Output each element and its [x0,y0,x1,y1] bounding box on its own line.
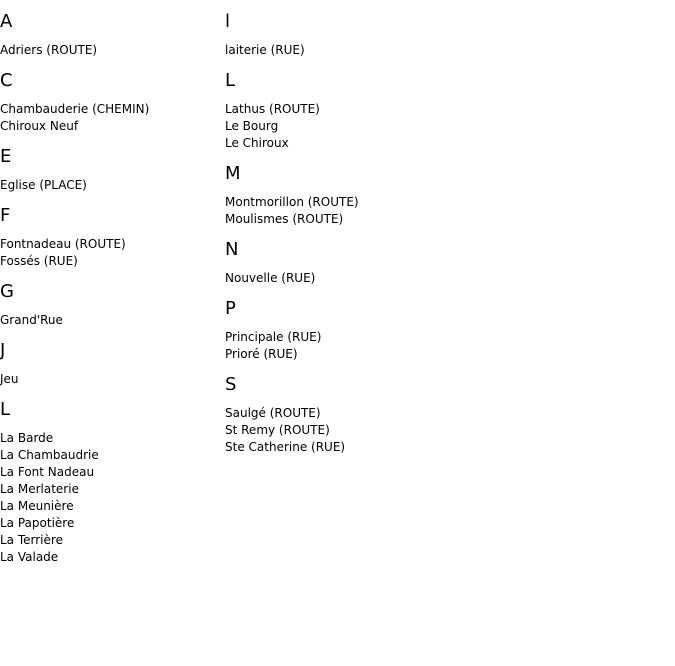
street-item-moulismes-route[interactable]: Moulismes (ROUTE) [225,212,344,226]
street-item-priore-rue[interactable]: Prioré (RUE) [225,347,298,361]
street-item-nouvelle-rue[interactable]: Nouvelle (RUE) [225,271,316,285]
letter-group-g-4 [0,281,220,329]
street-item-st-remy-route[interactable]: St Remy (ROUTE) [225,423,330,437]
street-list [225,270,525,287]
street-item-jeu[interactable]: Jeu [0,372,19,386]
street-item-chiroux-neuf[interactable]: Chiroux Neuf [0,119,79,133]
street-item-fontnadeau-route[interactable]: Fontnadeau (ROUTE) [0,237,126,251]
street-index-left-column [0,0,220,566]
street-list [0,371,220,388]
letter-heading: l [225,11,231,32]
letter-group-l-0 [225,11,525,59]
street-list [0,101,220,135]
letter-group-c-1 [0,70,220,135]
street-item-la-meuniere[interactable]: La Meunière [0,499,74,513]
letter-heading: C [0,70,13,91]
letter-group-l-6 [0,399,220,566]
letter-group-s-5 [225,374,525,456]
letter-heading: S [225,374,237,395]
street-item-ste-catherine-rue[interactable]: Ste Catherine (RUE) [225,440,346,454]
street-item-grand-rue[interactable]: Grand'Rue [0,313,63,327]
street-item-eglise-place[interactable]: Eglise (PLACE) [0,178,87,192]
street-item-la-barde[interactable]: La Barde [0,431,54,445]
letter-heading: L [225,70,236,91]
street-index-right-column [225,0,525,456]
street-item-adriers-route[interactable]: Adriers (ROUTE) [0,43,98,57]
street-list [225,101,525,152]
letter-group-j-5 [0,340,220,388]
street-list [0,312,220,329]
street-item-la-terriere[interactable]: La Terrière [0,533,63,547]
letter-group-e-2 [0,146,220,194]
street-list [0,177,220,194]
street-item-fosses-rue[interactable]: Fossés (RUE) [0,254,78,268]
street-item-la-chambaudrie[interactable]: La Chambaudrie [0,448,99,462]
street-item-la-merlaterie[interactable]: La Merlaterie [0,482,79,496]
street-item-montmorillon-route[interactable]: Montmorillon (ROUTE) [225,195,359,209]
letter-heading: M [225,163,241,184]
letter-group-p-4 [225,298,525,363]
letter-heading: E [0,146,12,167]
street-item-le-bourg[interactable]: Le Bourg [225,119,279,133]
street-list [0,42,220,59]
street-item-principale-rue[interactable]: Principale (RUE) [225,330,322,344]
street-item-chambauderie-chemin[interactable]: Chambauderie (CHEMIN) [0,102,150,116]
letter-heading: A [0,11,13,32]
street-list [225,405,525,456]
street-item-lathus-route[interactable]: Lathus (ROUTE) [225,102,320,116]
street-item-laiterie-rue[interactable]: laiterie (RUE) [225,43,305,57]
street-list [0,430,220,566]
letter-heading: J [0,340,6,361]
letter-heading: F [0,205,11,226]
letter-heading: N [225,239,239,260]
letter-heading: G [0,281,14,302]
letter-heading: L [0,399,11,420]
letter-group-m-2 [225,163,525,228]
letter-group-n-3 [225,239,525,287]
letter-group-a-0 [0,11,220,59]
street-item-saulge-route[interactable]: Saulgé (ROUTE) [225,406,321,420]
street-list [225,194,525,228]
street-item-la-valade[interactable]: La Valade [0,550,59,564]
letter-group-l-1 [225,70,525,152]
letter-heading: P [225,298,236,319]
street-item-la-font-nadeau[interactable]: La Font Nadeau [0,465,95,479]
street-item-le-chiroux[interactable]: Le Chiroux [225,136,289,150]
street-list [0,236,220,270]
street-item-la-papotiere[interactable]: La Papotière [0,516,75,530]
street-list [225,42,525,59]
street-list [225,329,525,363]
letter-group-f-3 [0,205,220,270]
